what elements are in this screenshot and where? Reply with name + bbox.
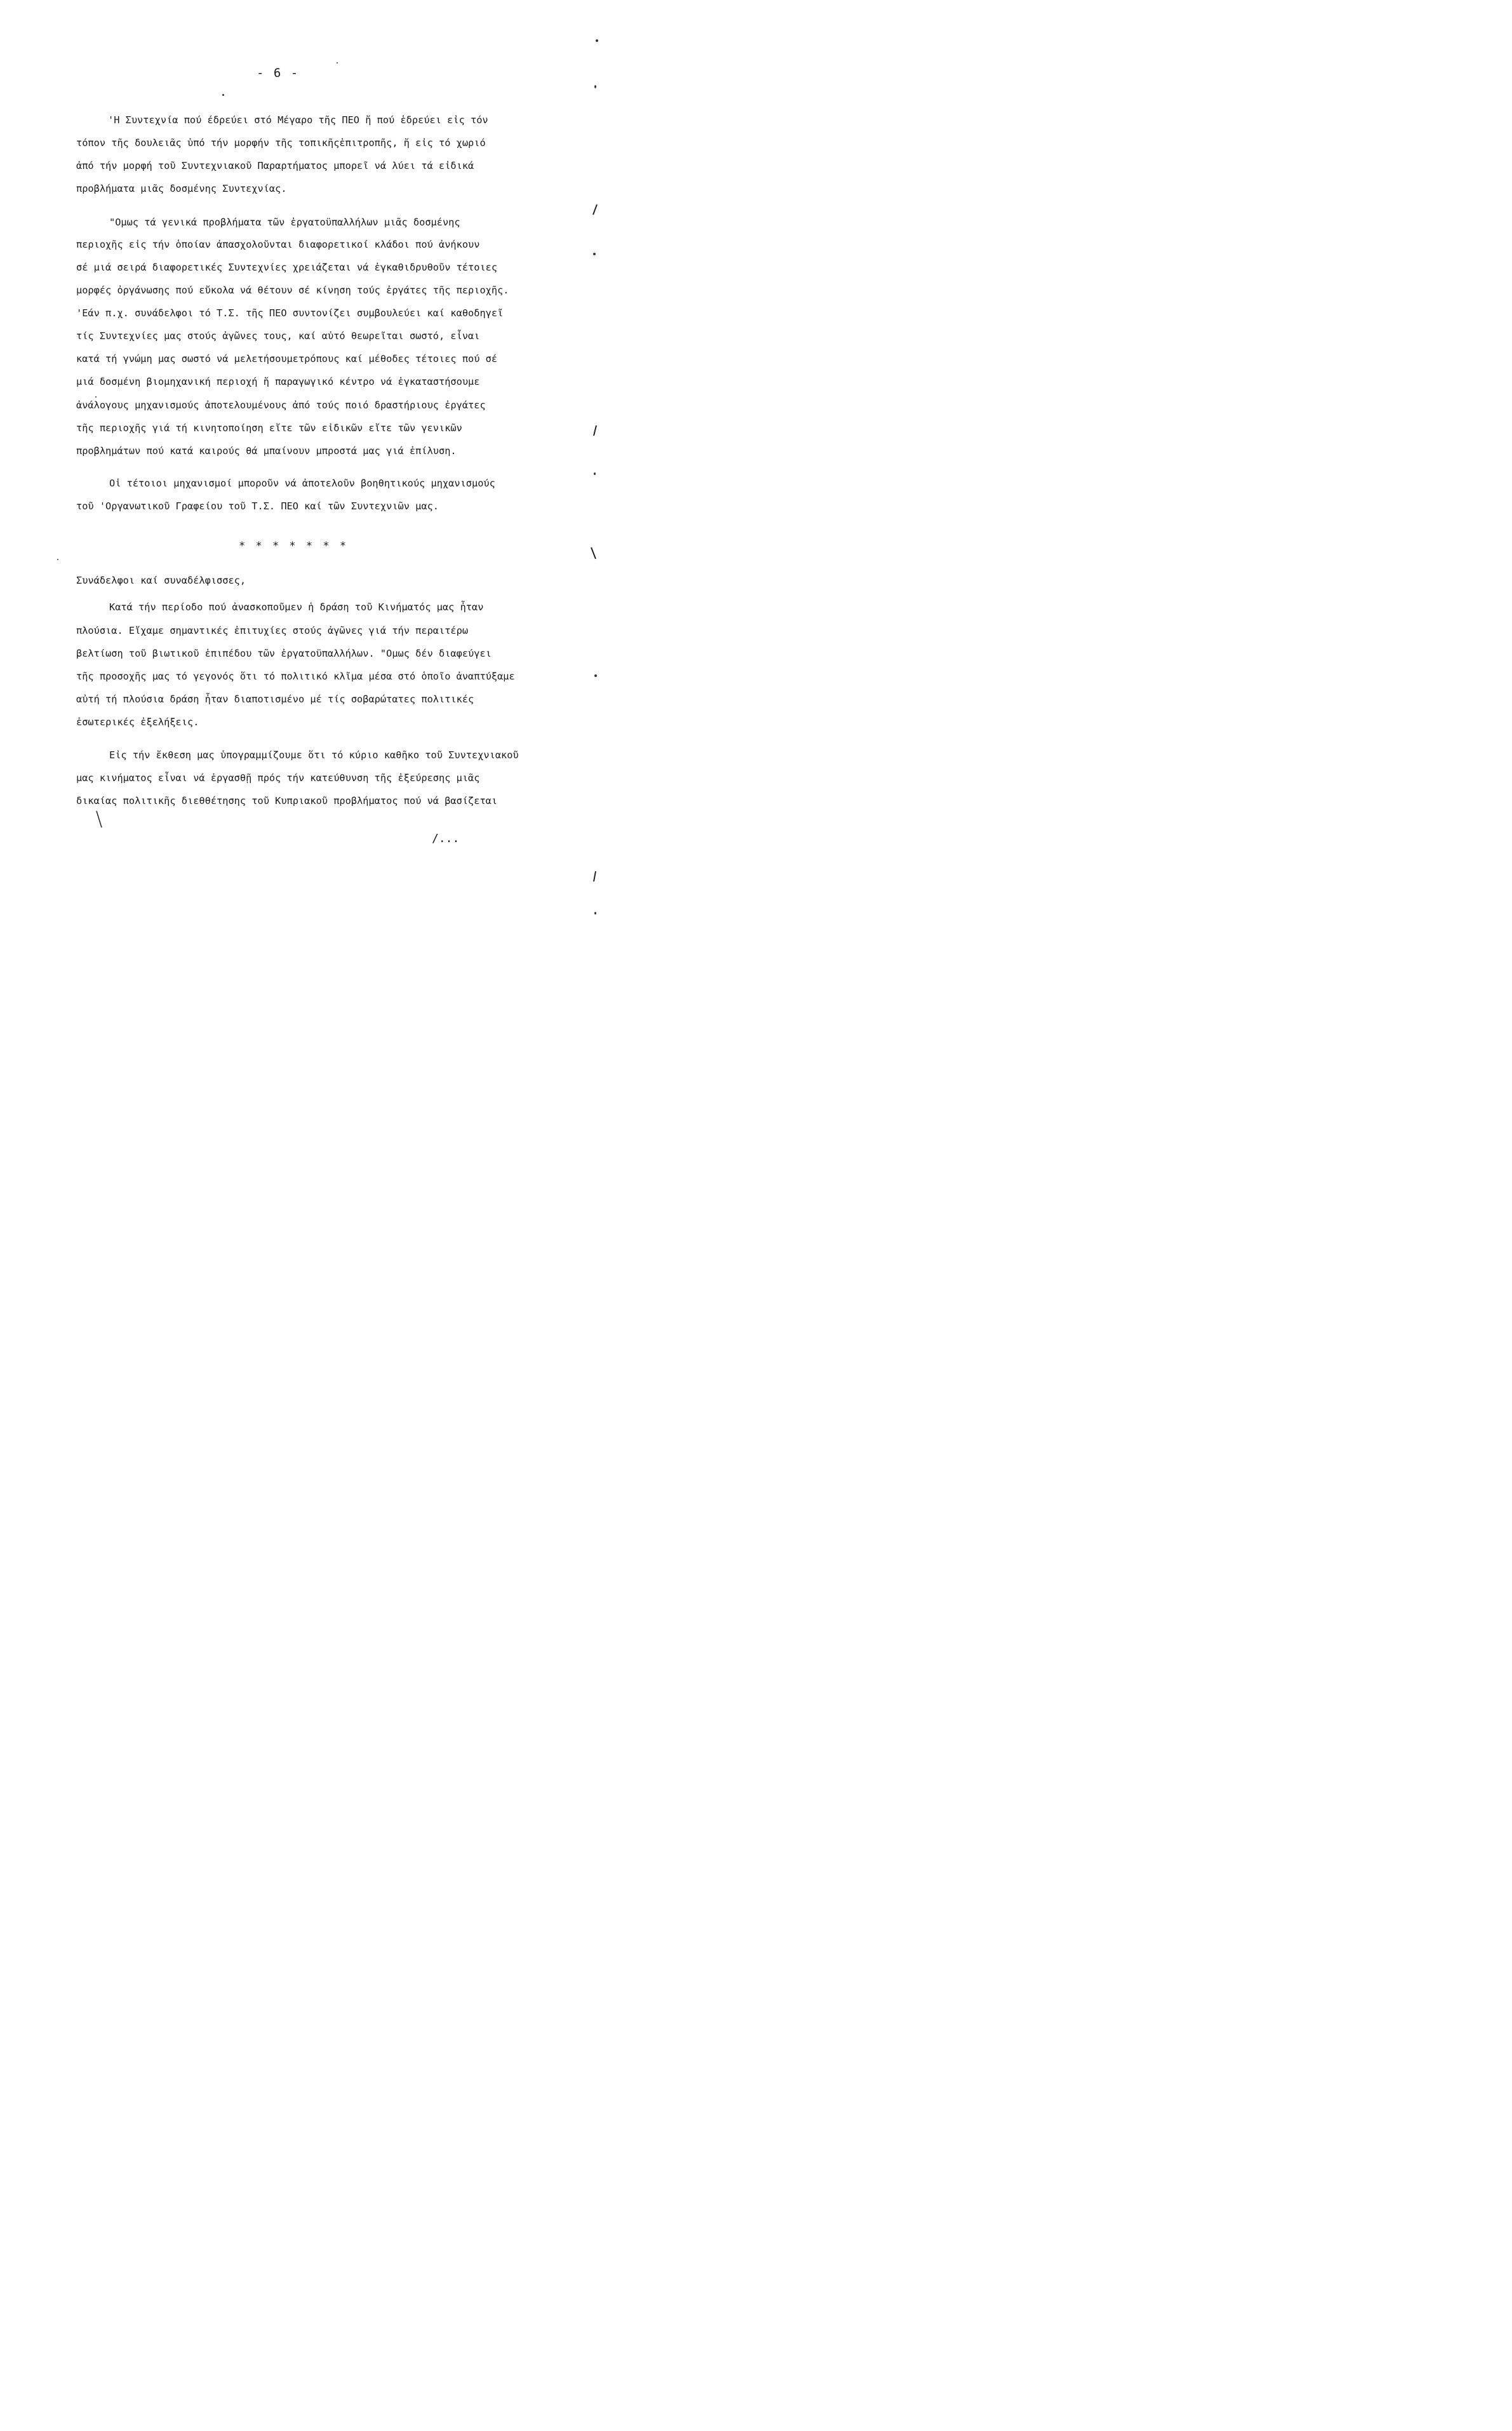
text-line: Κατά τήν περίοδο πού ἀνασκοποῦμεν ἡ δράση τοῦ Κινήματός μας ἦταν: [109, 601, 484, 613]
scan-speck: [594, 472, 596, 475]
salutation: Συνάδελφοι καί συναδέλφισσες,: [76, 575, 246, 586]
scan-speck: [95, 396, 97, 398]
section-separator: * * * * * * *: [239, 540, 349, 552]
text-line: μορφές ὀργάνωσης πού εὔκολα νά θέτουν σέ κίνηση τούς ἐργάτες τῆς περιοχῆς.: [76, 285, 509, 296]
margin-tick-mark: [591, 203, 599, 216]
text-line: βελτίωση τοῦ βιωτικοῦ ἐπιπέδου τῶν ἐργατοϋπαλλήλων. "Ομως δέν διαφεύγει: [76, 648, 492, 659]
text-line: πλούσια. Εἴχαμε σημαντικές ἐπιτυχίες στούς ἀγῶνες γιά τήν περαιτέρω: [76, 625, 469, 636]
scan-speck: [222, 94, 224, 96]
text-line: προβλήματα μιᾶς δοσμένης Συντεχνίας.: [76, 183, 287, 194]
text-line: αὐτή τή πλούσια δράση ἦταν διαποτισμένο μέ τίς σοβαρώτατες πολιτικές: [76, 693, 474, 705]
text-line: ἐσωτερικές ἐξελήξεις.: [76, 716, 199, 728]
continuation-mark: /...: [432, 832, 460, 845]
text-line: τοῦ 'Οργανωτικοῦ Γραφείου τοῦ Τ.Σ. ΠΕΟ καί τῶν Συντεχνιῶν μας.: [76, 500, 439, 512]
text-line: τῆς προσοχῆς μας τό γεγονός ὅτι τό πολιτικό κλῖμα μέσα στό ὁποῖο ἀναπτύξαμε: [76, 671, 515, 682]
scan-speck: [57, 559, 58, 560]
text-line: περιοχῆς εἰς τήν ὁποίαν ἀπασχολοῦνται διαφορετικοί κλάδοι πού ἀνήκουν: [76, 239, 480, 250]
text-line: σέ μιά σειρά διαφορετικές Συντεχνίες χρειάζεται νά ἐγκαθιδρυθοῦν τέτοιες: [76, 262, 498, 273]
margin-tick-mark: [591, 870, 599, 883]
text-line: δικαίας πολιτικῆς διεθθέτησης τοῦ Κυπριακοῦ προβλήματος πού νά βασίζεται: [76, 795, 498, 807]
text-line: 'Εάν π.χ. συνάδελφοι τό Τ.Σ. τῆς ΠΕΟ συντονίζει συμβουλεύει καί καθοδηγεῖ: [76, 307, 504, 319]
text-line: Εἰς τήν ἔκθεση μας ὑπογραμμίζουμε ὅτι τό κύριο καθῆκο τοῦ Συντεχνιακοῦ: [109, 749, 519, 761]
text-line: κατά τή γνώμη μας σωστό νά μελετήσουμετρόπους καί μέθοδες τέτοιες πού σέ: [76, 353, 498, 365]
scan-speck: [337, 62, 338, 64]
scan-speck: [596, 39, 598, 42]
text-line: μας κινήματος εἶναι νά ἐργασθῇ πρός τήν κατεύθυνση τῆς ἐξεύρεσης μιᾶς: [76, 772, 480, 784]
margin-tick-mark: [95, 810, 104, 829]
text-line: τόπον τῆς δουλειᾶς ὑπό τήν μορφήν τῆς τοπικῆςἐπιτροπῆς, ἤ εἰς τό χωριό: [76, 137, 486, 149]
document-page: [0, 0, 613, 986]
scan-speck: [593, 253, 596, 255]
text-line: μιά δοσμένη βιομηχανική περιοχή ἤ παραγωγικό κέντρο νά ἐγκαταστήσουμε: [76, 376, 480, 387]
text-line: ἀνάλογους μηχανισμούς ἀποτελουμένους ἀπό τούς ποιό δραστήριους ἐργάτες: [76, 399, 486, 411]
page-number: - 6 -: [257, 66, 300, 80]
text-line: ἀπό τήν μορφή τοῦ Συντεχνιακοῦ Παραρτήματος μπορεῖ νά λύει τά εἰδικά: [76, 160, 474, 171]
text-line: Οἱ τέτοιοι μηχανισμοί μποροῦν νά ἀποτελοῦν βοηθητικούς μηχανισμούς: [109, 478, 495, 489]
text-line: 'Η Συντεχνία πού έδρεύει στό Μέγαρο τῆς ΠΕΟ ἤ πού ἑδρεύει εἰς τόν: [108, 114, 488, 126]
margin-tick-mark: [589, 546, 598, 560]
text-line: τῆς περιοχῆς γιά τή κινητοποίηση εἴτε τῶν εἰδικῶν εἴτε τῶν γενικῶν: [76, 422, 462, 434]
margin-tick-mark: [591, 424, 599, 437]
text-line: "Ομως τά γενικά προβλήματα τῶν ἐργατοϋπαλλήλων μιᾶς δοσμένης: [109, 217, 460, 228]
scan-speck: [594, 674, 597, 677]
scan-speck: [594, 912, 596, 914]
scan-speck: [594, 85, 596, 88]
text-line: τίς Συντεχνίες μας στούς ἀγῶνες τους, καί αὐτό θεωρεῖται σωστό, εἶναι: [76, 330, 480, 342]
text-line: προβλημάτων πού κατά καιρούς θά μπαίνουν μπροστά μας γιά ἐπίλυση.: [76, 445, 457, 457]
